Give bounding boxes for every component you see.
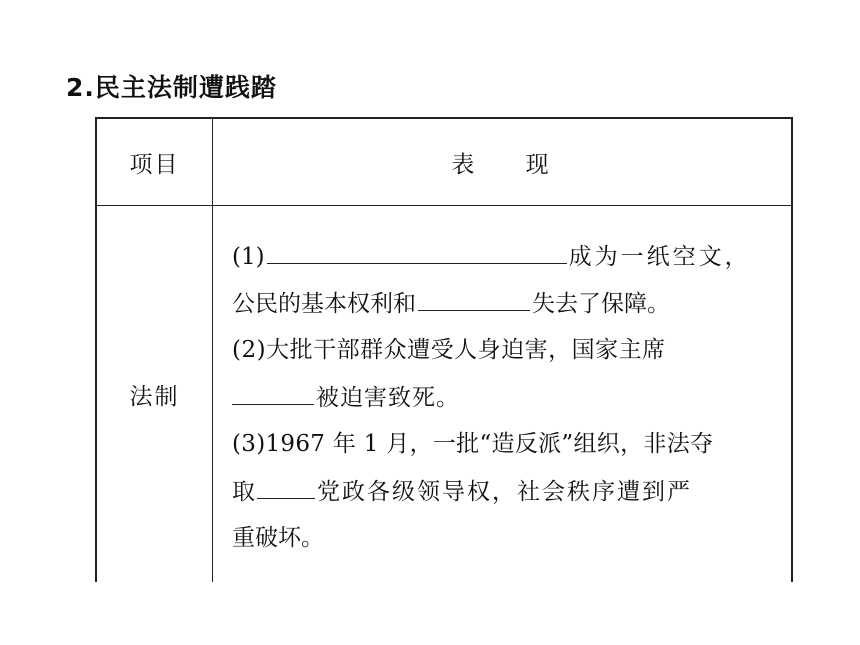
text-line-5 bbox=[232, 421, 777, 468]
text-line-1 bbox=[232, 233, 777, 280]
content-table bbox=[95, 117, 793, 582]
text-line-3 bbox=[232, 327, 777, 374]
text-line-6 bbox=[232, 468, 777, 515]
text-line-4 bbox=[232, 374, 777, 421]
header-divider bbox=[97, 205, 791, 206]
fill-in-blank-3[interactable] bbox=[232, 374, 314, 405]
text-line-7 bbox=[232, 515, 777, 562]
fill-in-blank-2[interactable] bbox=[418, 280, 530, 311]
line7-text: 重破坏。 bbox=[232, 525, 324, 551]
section-heading: 2.民主法制遭践踏 bbox=[66, 73, 277, 102]
line2-prefix: 公民的基本权利和 bbox=[232, 291, 416, 317]
line4-suffix: 被迫害致死。 bbox=[316, 385, 460, 411]
header-item: 项目 bbox=[129, 151, 180, 178]
row-label: 法制 bbox=[129, 384, 180, 410]
line2-suffix: 失去了保障。 bbox=[532, 291, 670, 317]
text-line-2 bbox=[232, 280, 777, 327]
line6-prefix: 取 bbox=[232, 479, 255, 505]
line5-text: (3)1967 年 1 月，一批“造反派”组织，非法夺 bbox=[232, 431, 714, 457]
line6-suffix: 党政各级领导权，社会秩序遭到严 bbox=[317, 479, 692, 505]
line1-suffix: 成为一纸空文， bbox=[568, 244, 751, 270]
line1-prefix: (1) bbox=[232, 244, 265, 270]
header-performance: 表 现 bbox=[451, 151, 571, 178]
performance-cell bbox=[232, 233, 777, 562]
fill-in-blank-4[interactable] bbox=[257, 468, 315, 499]
line3-text: (2)大批干部群众遭受人身迫害，国家主席 bbox=[232, 337, 666, 363]
fill-in-blank-1[interactable] bbox=[267, 233, 567, 264]
